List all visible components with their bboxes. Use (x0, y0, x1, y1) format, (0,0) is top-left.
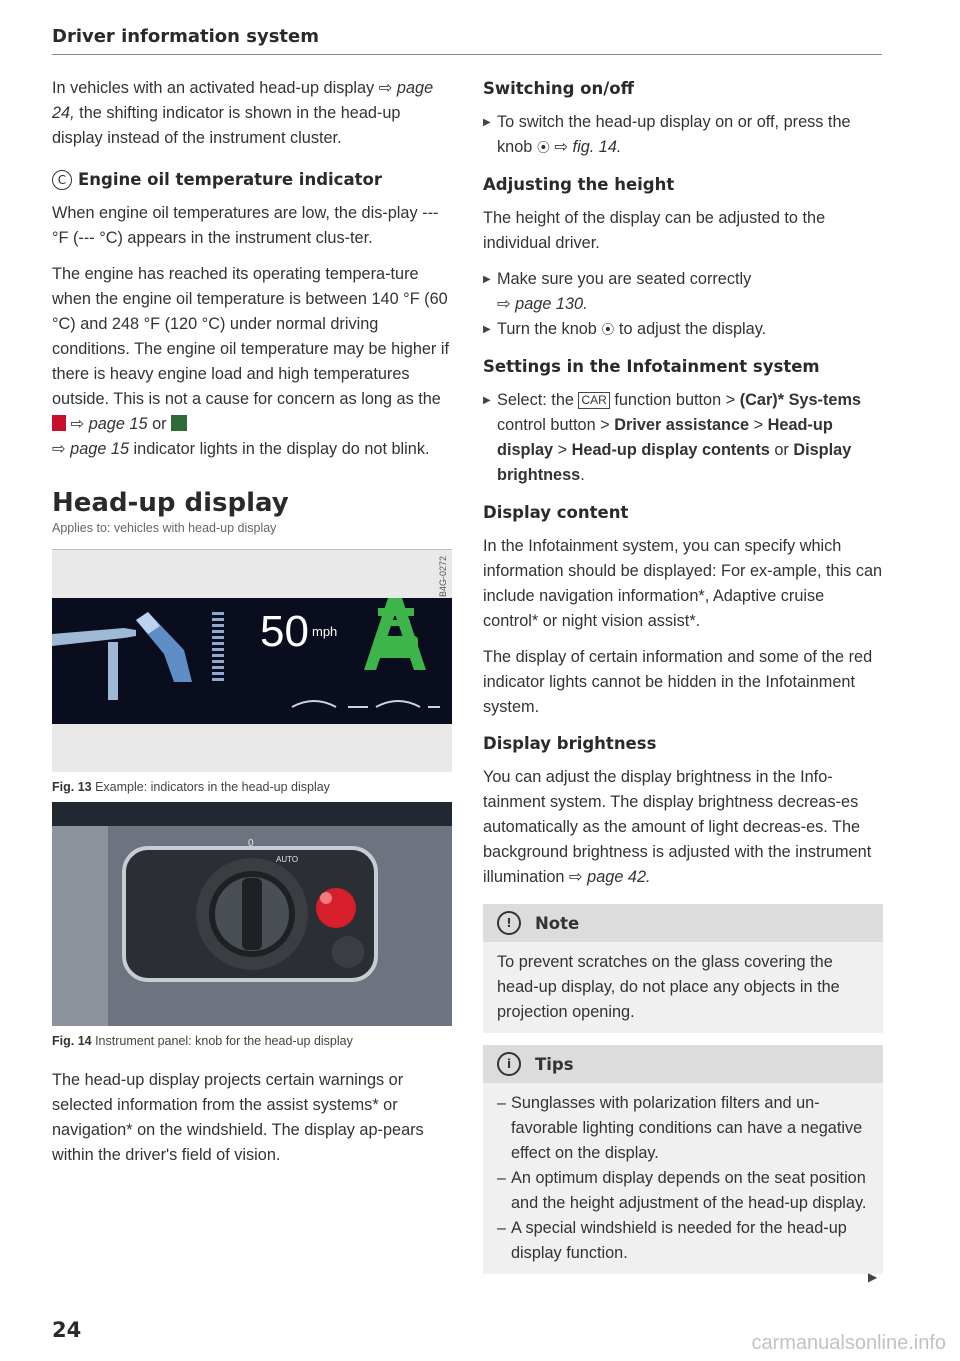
height-paragraph: The height of the display can be adjusted to the individual driver. (483, 209, 826, 252)
watermark: carmanualsonline.info (751, 1332, 946, 1354)
list-item: ▶ Make sure you are seated correctly ⇨ page 130. (483, 267, 883, 317)
hud-display-image (52, 550, 452, 772)
display-content-paragraph-1: In the Infotainment system, you can specify which information should be displayed: For ex-ample, this can include navigation information*, Adaptive cruise control* or night vision assist*. (483, 537, 883, 630)
tips-list-item: – An optimum display depends on the seat position and the height adjustment of the head-up display. (497, 1169, 867, 1212)
tips-header: i Tips (483, 1045, 883, 1083)
car-button-label: CAR (578, 392, 609, 409)
applies-to: Applies to: vehicles with head-up display (52, 521, 277, 535)
oil-temp-paragraph-2: The engine has reached its operating tempera-ture when the engine oil temperature is between 140 °F (60 °C) and 248 °F (120 °C) under normal driving conditions. The engine oil temperature may be higher if there is heavy engine load and high temperatures outside. This is not a cause for concern as long as the ⇨ page 15 or ⇨ page 15 indicator lights in the display do not blink. (52, 265, 450, 458)
page-number: 24 (52, 1318, 82, 1342)
display-brightness-paragraph: You can adjust the display brightness in the Info-tainment system. The display brightness decreas-es automatically as the amount of light decreas-es. The background brightness is adjusted with the instrument illumination ⇨ page 42. (483, 768, 872, 886)
bullet-triangle-icon: ▶ (483, 395, 491, 406)
oil-temp-paragraph-1: When engine oil temperatures are low, the dis-play --- °F (--- °C) appears in the instrument clus-ter. (52, 204, 439, 247)
oil-temp-heading: C Engine oil temperature indicator (52, 167, 452, 192)
svg-text:0: 0 (248, 838, 254, 849)
tips-body (483, 1083, 883, 1274)
list-item: ▶ To switch the head-up display on or off, press the knob ⦿ ⇨ fig. 14. (483, 110, 883, 160)
knob-icon: ⦿ (601, 322, 615, 337)
knob-icon: ⦿ (536, 140, 550, 155)
page-link[interactable]: ⇨ page 42. (568, 868, 651, 886)
tips-box (483, 1045, 883, 1274)
figure-link[interactable]: ⇨ fig. 14. (554, 138, 622, 156)
display-content-paragraph-2: The display of certain information and some of the red indicator lights cannot be hidden in the Infotainment system. (483, 648, 873, 716)
oil-warning-yellow-icon (171, 415, 187, 431)
oil-warning-red-icon (52, 415, 66, 431)
page-link[interactable]: ⇨ page 15 (52, 440, 130, 458)
exclamation-icon: ! (497, 911, 521, 935)
settings-heading: Settings in the Infotainment system (483, 357, 820, 376)
hud-description-paragraph: The head-up display projects certain warnings or selected information from the assist systems* or navigation* on the windshield. The display ap-pears within the driver's field of vision. (52, 1071, 424, 1164)
hud-speed-value: 50 (260, 607, 309, 656)
continue-arrow-icon: ▶ (868, 1270, 878, 1284)
svg-text:AUTO: AUTO (276, 855, 299, 864)
page-link[interactable]: ⇨ page 24, (52, 79, 434, 122)
tips-list-item: – A special windshield is needed for the head-up display function. (497, 1219, 847, 1262)
height-heading: Adjusting the height (483, 175, 675, 194)
letter-c-icon: C (52, 170, 72, 190)
list-item: ▶ Turn the knob ⦿ to adjust the display. (483, 317, 883, 342)
switching-heading: Switching on/off (483, 79, 634, 98)
list-item: ▶ Select: the CAR function button > (Car)* Sys-tems control button > Driver assistance > Head-up display > Head-up display contents or Display brightness. (483, 388, 883, 488)
figure-code: B4G-0272 (438, 556, 448, 598)
hud-speed-unit: mph (312, 624, 338, 639)
page-link[interactable]: ⇨ page 130. (497, 295, 588, 313)
bullet-triangle-icon: ▶ (483, 117, 491, 128)
note-body: To prevent scratches on the glass covering the head-up display, do not place any objects in the projection opening. (497, 953, 840, 1021)
instrument-panel-knob-image (52, 802, 452, 1026)
figure-13 (52, 549, 452, 772)
figure-14 (52, 802, 452, 1026)
note-box (483, 904, 883, 1033)
tips-list-item: – Sunglasses with polarization filters and un-favorable lighting conditions can have a negative effect on the display. (497, 1094, 863, 1162)
left-column (52, 76, 452, 1168)
display-content-heading: Display content (483, 503, 629, 522)
page-link[interactable]: ⇨ page 15 (66, 415, 148, 433)
figure-13-caption: Fig. 13 Example: indicators in the head-up display (52, 780, 330, 794)
display-brightness-heading: Display brightness (483, 734, 657, 753)
figure-14-caption: Fig. 14 Instrument panel: knob for the head-up display (52, 1034, 353, 1048)
info-icon: i (497, 1052, 521, 1076)
bullet-triangle-icon: ▶ (483, 274, 491, 285)
bullet-triangle-icon: ▶ (483, 324, 491, 335)
note-header: ! Note (483, 904, 883, 942)
hud-heading: Head-up display (52, 488, 289, 518)
page-header: Driver information system (52, 26, 882, 55)
intro-paragraph: In vehicles with an activated head-up display ⇨ page 24, the shifting indicator is shown in the head-up display instead of the instrument cluster. (52, 79, 434, 147)
right-column (483, 76, 883, 1274)
